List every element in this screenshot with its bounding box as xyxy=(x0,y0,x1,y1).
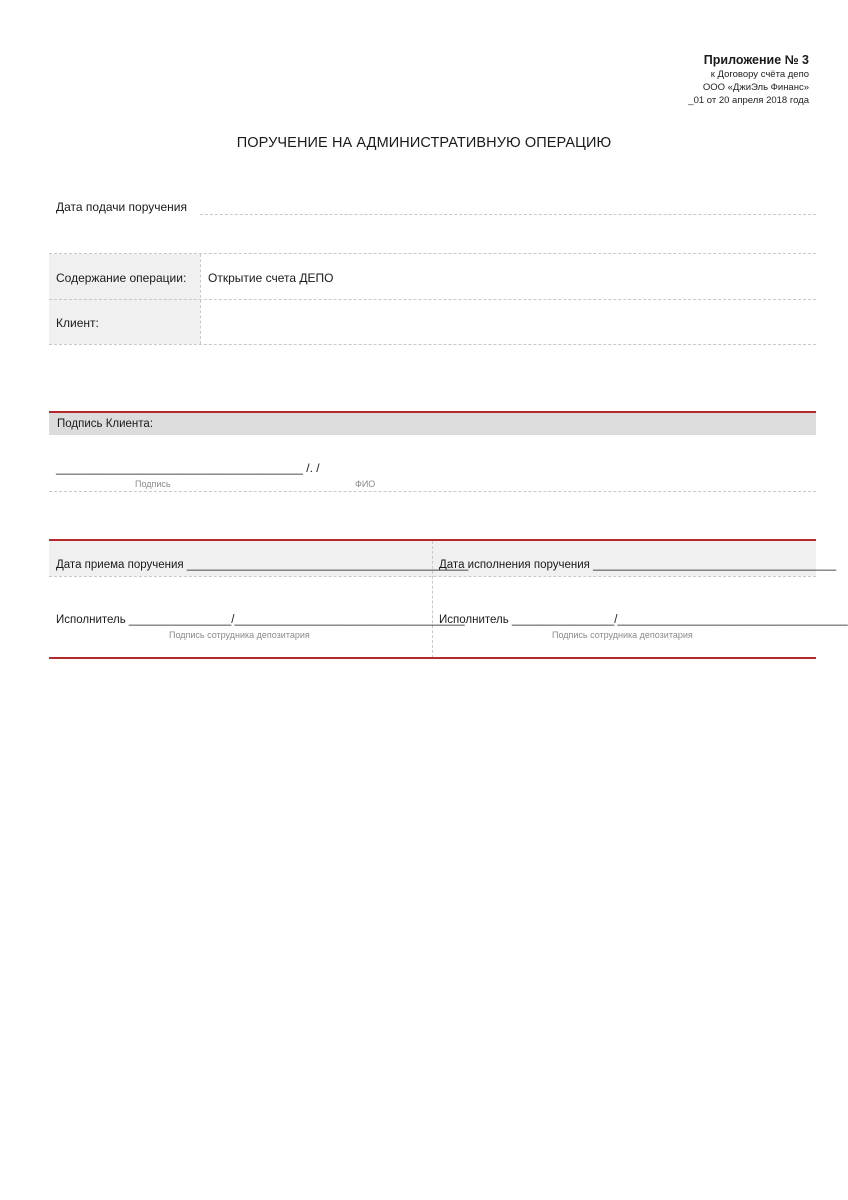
executor-right-field[interactable]: Исполнитель ________________/____________________________________ xyxy=(439,614,848,626)
client-signature-header xyxy=(49,411,816,435)
signature-caption: Подпись xyxy=(135,479,171,489)
appendix-title: Приложение № 3 xyxy=(703,53,809,67)
full-name-caption: ФИО xyxy=(355,479,376,489)
table-bottom-border xyxy=(49,344,816,345)
operation-label: Содержание операции: xyxy=(56,271,187,285)
depository-row-divider xyxy=(49,576,816,577)
submission-date-label: Дата подачи поручения xyxy=(56,200,187,214)
client-label: Клиент: xyxy=(56,316,99,330)
depository-bottom-border xyxy=(49,657,816,659)
client-field[interactable] xyxy=(208,316,808,332)
client-signature-bottom-border xyxy=(49,491,816,492)
submission-date-field[interactable] xyxy=(200,214,816,215)
operation-value: Открытие счета ДЕПО xyxy=(208,271,334,285)
execution-date-field[interactable]: Дата исполнения поручения ______________________________________ xyxy=(439,559,837,571)
appendix-date: _01 от 20 апреля 2018 года xyxy=(688,95,809,106)
client-signature-title: Подпись Клиента: xyxy=(57,418,154,430)
table-row-divider xyxy=(49,299,816,300)
client-signature-field[interactable]: _____________________________________ /. / xyxy=(56,461,320,475)
document-title: ПОРУЧЕНИЕ НА АДМИНИСТРАТИВНУЮ ОПЕРАЦИЮ xyxy=(236,135,612,151)
appendix-contract: к Договору счёта депо xyxy=(710,69,809,80)
executor-left-field[interactable]: Исполнитель ________________/____________________________________ xyxy=(56,614,465,626)
executor-left-caption: Подпись сотрудника депозитария xyxy=(169,630,310,640)
executor-right-caption: Подпись сотрудника депозитария xyxy=(552,630,693,640)
appendix-header xyxy=(489,52,809,107)
appendix-company: ООО «ДжиЭль Финанс» xyxy=(702,82,809,93)
acceptance-date-field[interactable]: Дата приема поручения ____________________________________________ xyxy=(56,559,469,571)
